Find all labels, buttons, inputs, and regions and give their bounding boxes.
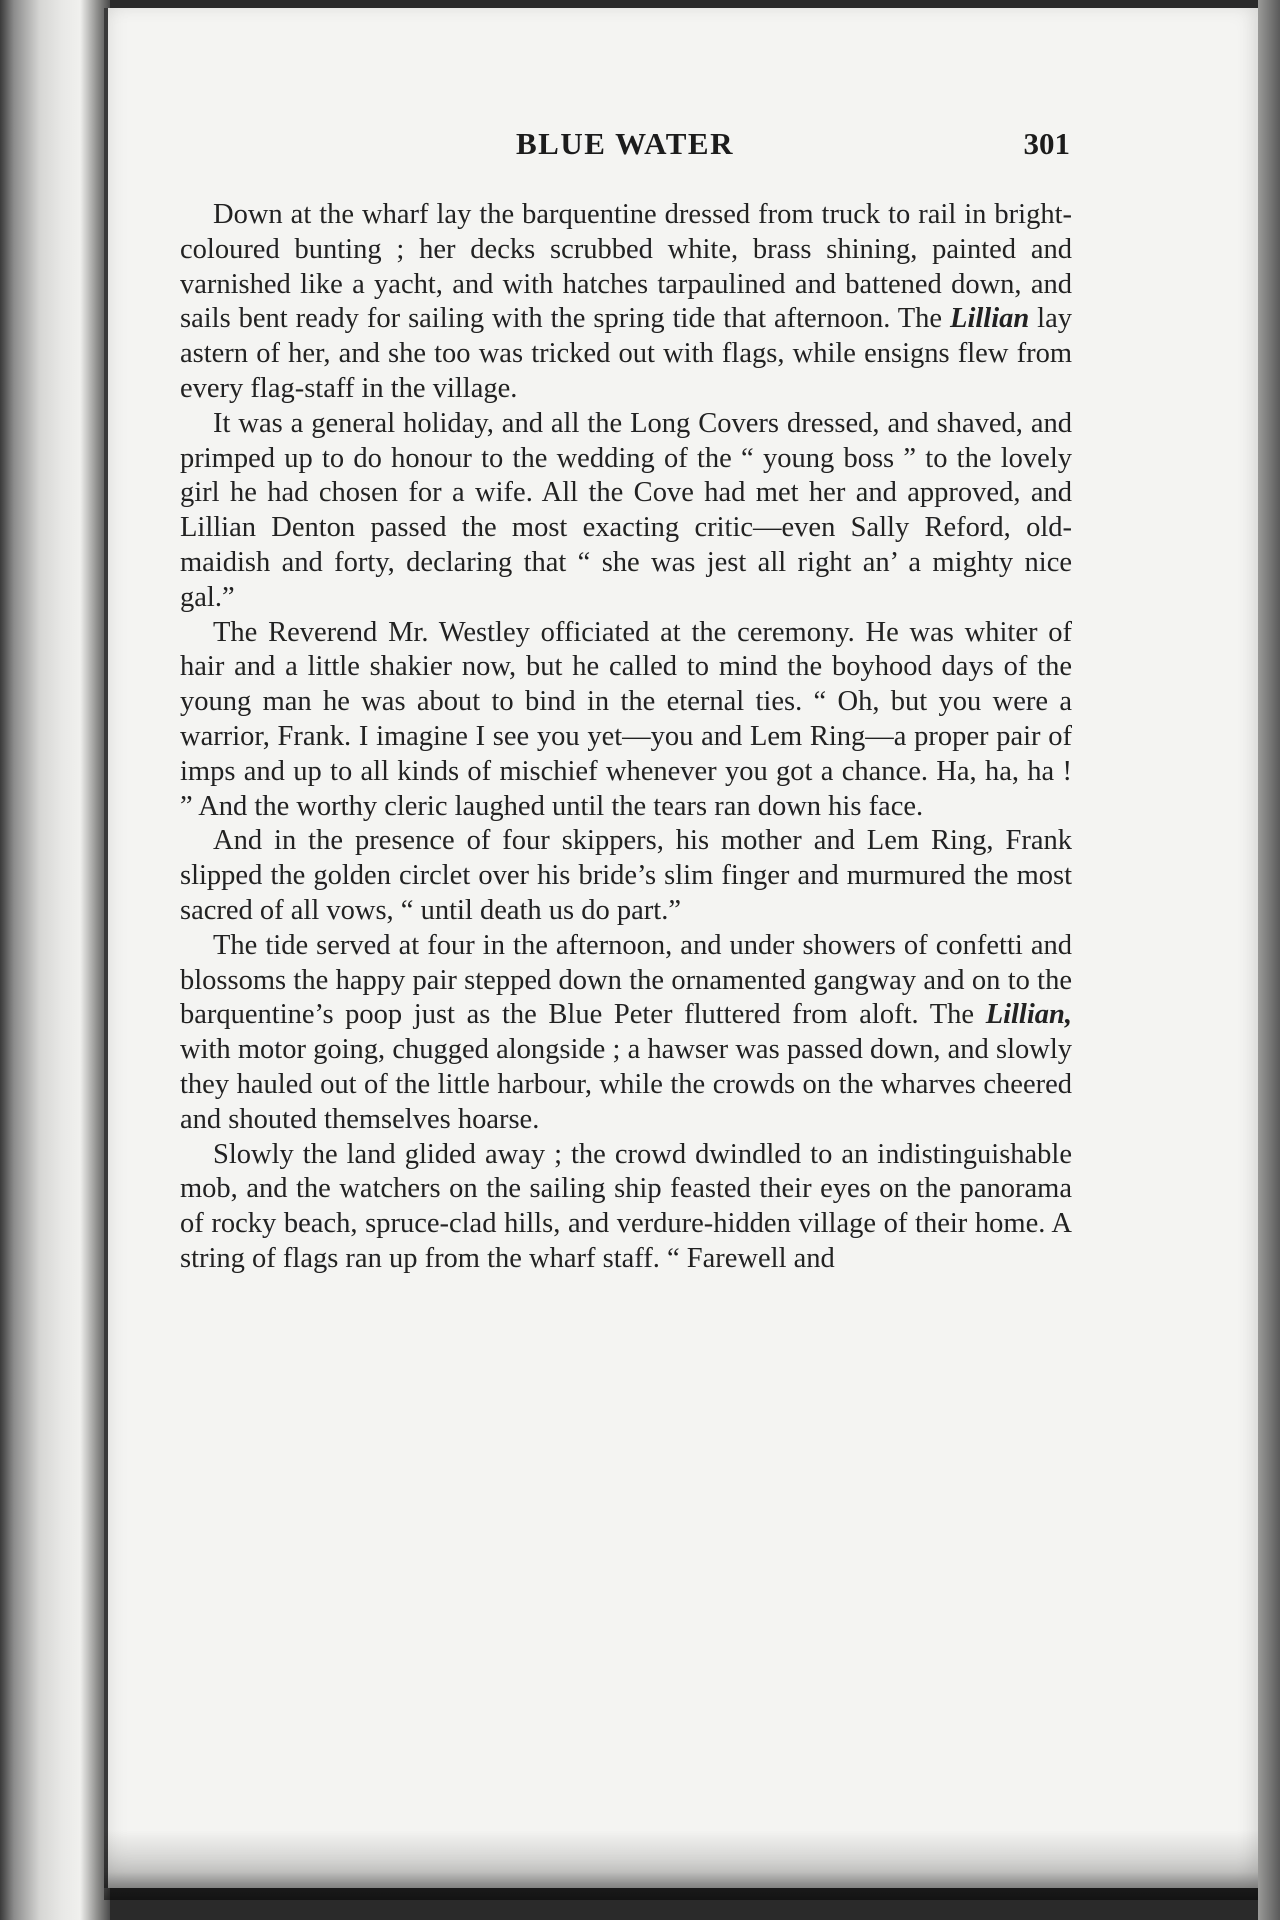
text-segment: Slowly the land glided away ; the crowd dwindled to an indistinguishable mob, and the watchers on the sailing ship feasted their eyes on the panorama of rocky beach, spruce-clad hills, and verdure-hidden village of their home. A string of flags ran up from the wharf staff. “ Farewell and	[180, 1138, 1072, 1274]
text-segment: It was a general holiday, and all the Long Covers dressed, and shaved, and primped up to do honour to the wedding of the “ young boss ” to the lovely girl he had chosen for a wife. All the Cove had met her and approved, and Lillian Denton passed the most exacting critic—even Sally Reford, old-maidish and forty, declaring that “ she was jest all right an’ a mighty nice gal.”	[180, 407, 1072, 613]
paragraph	[180, 824, 1072, 928]
italic-ship-name: Lillian,	[985, 999, 1072, 1031]
text-segment: Down at the wharf lay the barquentine dressed from truck to rail in bright-coloured bunting ; her decks scrubbed white, brass shining, painted and varnished like a yacht, and with hatches tarpaulined and battened down, and sails bent ready for sailing with the spring tide that afternoon. The	[180, 199, 1072, 335]
page-bottom-shadow	[104, 1830, 1258, 1900]
page-number: 301	[1023, 126, 1070, 161]
text-segment: And in the presence of four skippers, his mother and Lem Ring, Frank slipped the golden circlet over his bride’s slim finger and murmured the most sacred of all vows, “ until death us do part.”	[180, 825, 1072, 926]
text-segment: lay astern of her, and she too was tricked out with flags, while ensigns flew from every flag-staff in the village.	[180, 303, 1072, 404]
body-text	[180, 198, 1072, 1277]
paragraph	[180, 198, 1072, 407]
page-right-edge	[1258, 0, 1280, 1920]
text-segment: The tide served at four in the afternoon, and under showers of confetti and blossoms the happy pair stepped down the ornamented gangway and on to the barquentine’s poop just as the Blue Peter fluttered from aloft. The	[180, 929, 1072, 1031]
book-spine-edge	[0, 0, 110, 1920]
running-head: BLUE WATER	[516, 126, 734, 161]
page-header	[180, 126, 1070, 176]
italic-ship-name: Lillian	[950, 303, 1030, 335]
paragraph	[180, 407, 1072, 616]
paragraph	[180, 929, 1072, 1138]
paragraph	[180, 616, 1072, 825]
text-segment: with motor going, chugged alongside ; a hawser was passed down, and slowly they hauled out of the little harbour, while the crowds on the wharves cheered and shouted themselves hoarse.	[180, 1034, 1072, 1135]
paragraph	[180, 1138, 1072, 1277]
text-segment: The Reverend Mr. Westley officiated at the ceremony. He was whiter of hair and a little shakier now, but he called to mind the boyhood days of the young man he was about to bind in the eternal ties. “ Oh, but you were a warrior, Frank. I imagine I see you yet—you and Lem Ring—a proper pair of imps and up to all kinds of mischief whenever you got a chance. Ha, ha, ha ! ” And the worthy cleric laughed until the tears ran down his face.	[180, 616, 1072, 822]
